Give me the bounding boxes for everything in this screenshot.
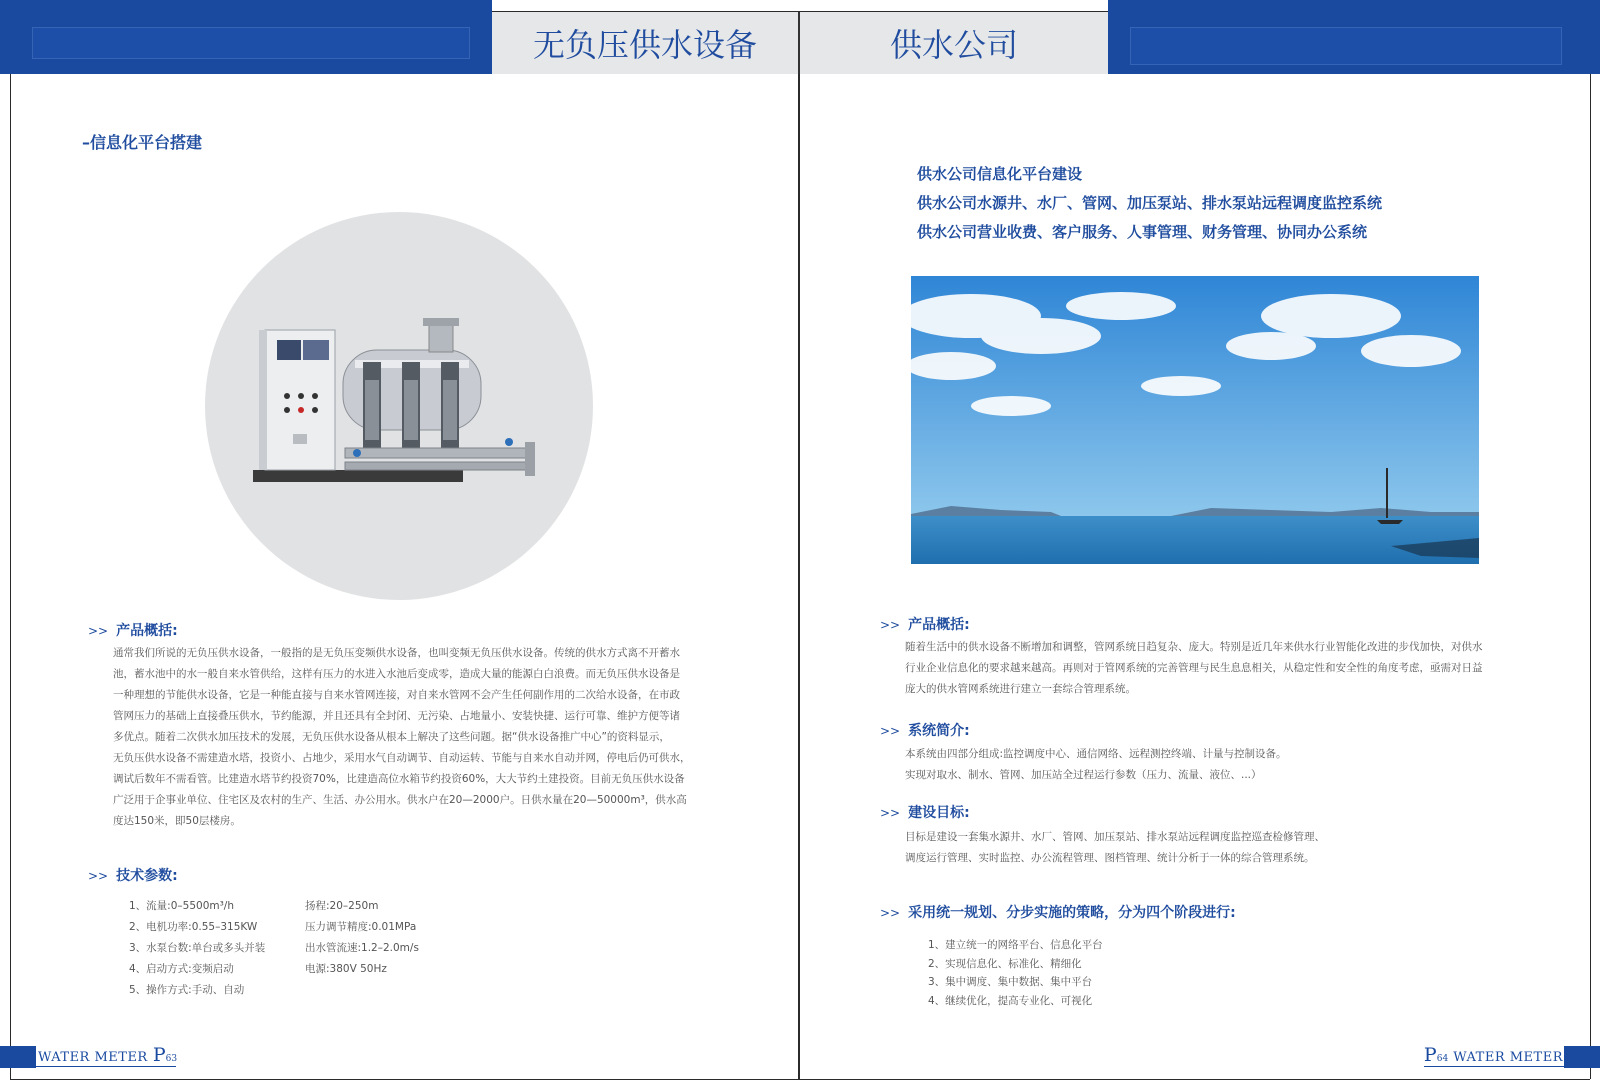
header-left-title <box>492 12 798 74</box>
double-chevron-icon: >> <box>880 906 901 920</box>
left-overview-body <box>113 643 713 832</box>
right-footer-rule <box>1424 1066 1564 1067</box>
headline: 供水公司水源井、水厂、管网、加压泵站、排水泵站远程调度监控系统 <box>917 194 1383 212</box>
text-line: 无负压供水设备不需建造水塔，投资小、占地少，采用水气自动调节、自动运转、节能与自来水自动并网，停电后仍可供水， <box>113 752 691 764</box>
text-line: 通常我们所说的无负压供水设备，一般指的是无负压变频供水设备，也叫变频无负压供水设备。传统的供水方式离不开蓄水 <box>113 647 680 659</box>
footer-page-number: 64 <box>1436 1054 1449 1064</box>
text-line: 多优点。随着二次供水加压技术的发展，无负压供水设备从根本上解决了这些问题。据“供水设备推广中心”的资料显示， <box>113 731 670 743</box>
param-row: 4、启动方式:变频启动 电源:380V 50Hz <box>129 963 387 975</box>
strategy-title-text: 采用统一规划、分步实施的策略，分为四个阶段进行: <box>908 905 1236 921</box>
left-overview-title-text: 产品概括: <box>116 623 178 639</box>
left-footer-bar <box>0 1046 36 1068</box>
list-item: 1、建立统一的网络平台、信息化平台 <box>928 939 1103 951</box>
right-overview-title-text: 产品概括: <box>908 617 970 633</box>
left-footer-rule <box>36 1066 176 1067</box>
sea-sky-photo <box>911 276 1479 564</box>
goal-title-text: 建设目标: <box>908 805 970 821</box>
text-line: 本系统由四部分组成:监控调度中心、通信网络、远程测控终端、计量与控制设备。 <box>905 748 1287 760</box>
text-line: 庞大的供水管网系统进行建立一套综合管理系统。 <box>905 683 1136 695</box>
text-line: 调试后数年不需看管。比建造水塔节约投资70%，比建造高位水箱节约投资60%，大大节约土建投资。目前无负压供水设备 <box>113 773 685 785</box>
footer-brand: WATER METER <box>38 1050 148 1065</box>
pump-equipment-illustration <box>205 212 593 600</box>
strategy-list <box>928 936 1328 1010</box>
param-row: 2、电机功率:0.55–315KW 压力调节精度:0.01MPa <box>129 921 417 933</box>
system-intro-title <box>880 720 970 740</box>
text-line: 一种理想的节能供水设备，它是一种能直接与自来水管网连接，对自来水管网不会产生任何副作用的二次给水设备，在市政 <box>113 689 680 701</box>
header-left-inner-box <box>32 27 470 59</box>
headline: 供水公司信息化平台建设 <box>917 165 1083 183</box>
double-chevron-icon: >> <box>880 724 901 738</box>
double-chevron-icon: >> <box>88 869 109 883</box>
left-page-border <box>10 74 11 1079</box>
strategy-title <box>880 902 1236 922</box>
text-line: 广泛用于企事业单位、住宅区及农村的生产、生活、办公用水。供水户在20—2000户。日供水量在20—50000m³，供水高 <box>113 794 687 806</box>
system-intro-body <box>905 744 1545 786</box>
text-line: 随着生活中的供水设备不断增加和调整，管网系统日趋复杂、庞大。特别是近几年来供水行业智能化改进的步伐加快，对供水 <box>905 641 1483 653</box>
text-line: 调度运行管理、实时监控、办公流程管理、图档管理、统计分析于一体的综合管理系统。 <box>905 852 1315 864</box>
footer-page-letter: P <box>152 1044 166 1066</box>
bottom-frame-line <box>10 1079 1590 1080</box>
double-chevron-icon: >> <box>88 624 109 638</box>
top-frame-line <box>492 11 1108 12</box>
text-line: 实现对取水、制水、管网、加压站全过程运行参数（压力、流量、液位、...） <box>905 769 1262 781</box>
footer-brand: WATER METER <box>1453 1050 1563 1065</box>
footer-page-number: 63 <box>165 1054 178 1064</box>
right-overview-body <box>905 637 1545 700</box>
param-row: 1、流量:0–5500m³/h 扬程:20–250m <box>129 900 379 912</box>
left-section-heading: –信息化平台搭建 <box>82 133 203 152</box>
list-item: 4、继续优化，提高专业化、可视化 <box>928 994 1093 1007</box>
text-line: 池，蓄水池中的水一般自来水管供给，这样有压力的水进入水池后变成零，造成大量的能源白白浪费。而无负压供水设备是 <box>113 668 680 680</box>
header-right-title <box>800 12 1108 74</box>
param-row: 5、操作方式:手动、自动 <box>129 984 245 996</box>
tech-params-title-text: 技术参数: <box>116 868 178 884</box>
left-page-footer <box>38 1044 177 1066</box>
tech-params-title <box>88 865 178 885</box>
header-right-edge <box>1584 0 1600 74</box>
sea-sky-illustration <box>911 276 1479 564</box>
header-right-title-text: 供水公司 <box>889 26 1018 64</box>
text-line: 目标是建设一套集水源井、水厂、管网、加压泵站、排水泵站远程调度监控巡查检修管理、 <box>905 831 1325 843</box>
header-left-title-text: 无负压供水设备 <box>532 26 757 64</box>
right-page-footer <box>1424 1044 1563 1066</box>
text-line: 行业企业信息化的要求越来越高。再则对于管网系统的完善管理与民生息息相关，从稳定性和安全性的角度考虑，亟需对日益 <box>905 662 1483 674</box>
goal-body <box>905 827 1545 869</box>
header-right-inner-box <box>1130 27 1562 65</box>
right-headlines <box>917 160 1382 247</box>
system-intro-title-text: 系统简介: <box>908 723 970 739</box>
text-line: 度达150米，即50层楼房。 <box>113 815 241 827</box>
double-chevron-icon: >> <box>880 806 901 820</box>
right-page-border <box>1590 74 1591 1079</box>
param-row: 3、水泵台数:单台或多头并装 出水管流速:1.2–2.0m/s <box>129 942 419 954</box>
list-item: 3、集中调度、集中数据、集中平台 <box>928 976 1093 988</box>
footer-page-letter: P <box>1423 1044 1437 1066</box>
double-chevron-icon: >> <box>880 618 901 632</box>
headline: 供水公司营业收费、客户服务、人事管理、财务管理、协同办公系统 <box>917 223 1368 241</box>
text-line: 管网压力的基础上直接叠压供水，节约能源，并且还具有全封闭、无污染、占地量小、安装快捷、运行可靠、维护方便等诸 <box>113 710 680 722</box>
goal-title <box>880 802 970 822</box>
product-image-circle <box>205 212 593 600</box>
list-item: 2、实现信息化、标准化、精细化 <box>928 957 1082 970</box>
right-overview-title <box>880 614 970 634</box>
center-spine-line <box>798 74 800 1079</box>
left-overview-title <box>88 620 178 640</box>
right-footer-bar <box>1564 1046 1600 1068</box>
tech-params-list <box>129 896 529 1001</box>
